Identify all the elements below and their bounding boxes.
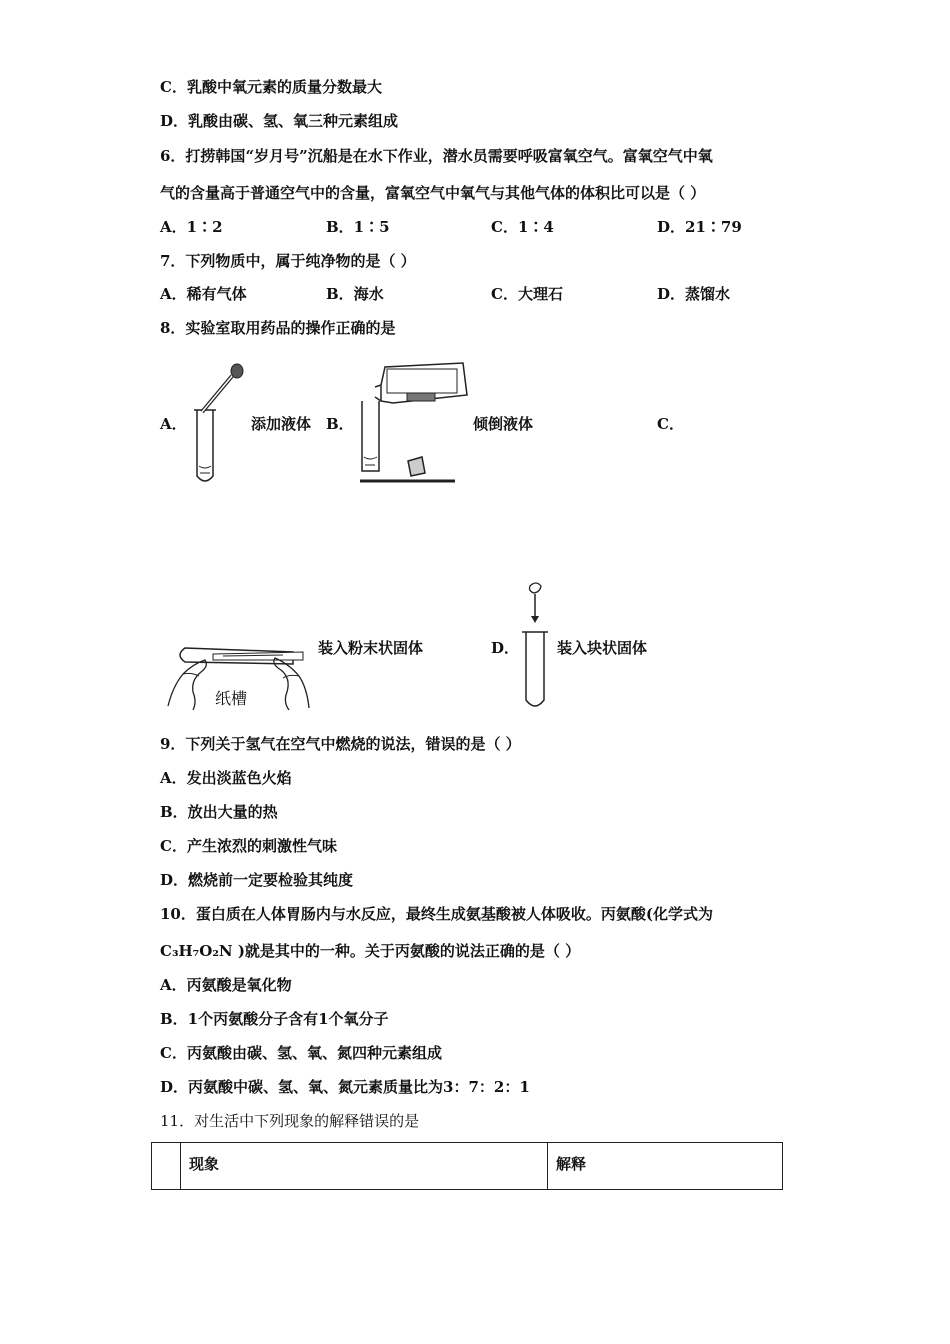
q11-stem: 11．对生活中下列现象的解释错误的是 — [160, 1112, 420, 1130]
q6-stem-line2: 气的含量高于普通空气中的含量，富氧空气中氧气与其他气体的体积比可以是（ ） — [160, 184, 706, 202]
q8-caption-d: 装入块状固体 — [557, 639, 648, 657]
q9-option-d: D．燃烧前一定要检验其纯度 — [160, 871, 354, 889]
q5-option-d: D．乳酸由碳、氢、氧三种元素组成 — [160, 112, 399, 130]
table-header-phenomenon: 现象 — [181, 1143, 548, 1190]
table-cell-blank — [152, 1143, 181, 1190]
bottle-pouring-figure — [355, 355, 470, 485]
q10-stem-line1: 10．蛋白质在人体胃肠内与水反应，最终生成氨基酸被人体吸收。丙氨酸(化学式为 — [160, 905, 713, 923]
paper-trough-label: 纸槽 — [215, 689, 248, 708]
q9-option-c: C．产生浓烈的刺激性气味 — [160, 837, 337, 855]
solid-block-into-test-tube-figure — [518, 580, 554, 712]
q8-caption-b: 倾倒液体 — [473, 415, 534, 433]
q8-caption-c: 装入粉末状固体 — [318, 639, 424, 657]
q7-option-d: D．蒸馏水 — [657, 285, 731, 303]
q8-label-b: B． — [326, 415, 354, 433]
table-header-explanation: 解释 — [548, 1143, 783, 1190]
q10-option-a: A．丙氨酸是氧化物 — [160, 976, 292, 994]
q7-option-b: B．海水 — [326, 285, 384, 303]
q6-option-c: C．1∶4 — [491, 218, 554, 236]
dropper-into-test-tube-figure — [180, 362, 250, 490]
q6-option-a: A．1∶2 — [160, 218, 223, 236]
q8-label-a: A． — [160, 415, 187, 433]
q10-option-c: C．丙氨酸由碳、氢、氧、氮四种元素组成 — [160, 1044, 442, 1062]
q8-label-d: D． — [491, 639, 520, 657]
q5-option-c: C．乳酸中氧元素的质量分数最大 — [160, 78, 382, 96]
q6-option-b: B．1∶5 — [326, 218, 390, 236]
q7-stem: 7．下列物质中，属于纯净物的是（ ） — [160, 252, 416, 270]
q11-table — [151, 1142, 783, 1190]
q7-option-c: C．大理石 — [491, 285, 563, 303]
q9-option-a: A．发出淡蓝色火焰 — [160, 769, 292, 787]
table-row — [152, 1143, 783, 1190]
q10-stem-line2: C₃H₇O₂N )就是其中的一种。关于丙氨酸的说法正确的是（ ） — [160, 942, 581, 960]
q6-stem-line1: 6．打捞韩国“岁月号”沉船是在水下作业，潜水员需要呼吸富氧空气。富氧空气中氧 — [160, 147, 713, 165]
q8-caption-a: 添加液体 — [251, 415, 312, 433]
q9-option-b: B．放出大量的热 — [160, 803, 278, 821]
q10-option-d: D．丙氨酸中碳、氢、氧、氮元素质量比为3：7：2：1 — [160, 1078, 530, 1096]
q10-option-b: B．1个丙氨酸分子含有1个氧分子 — [160, 1010, 389, 1028]
q8-stem: 8．实验室取用药品的操作正确的是 — [160, 319, 396, 337]
q6-option-d: D．21∶79 — [657, 218, 742, 236]
q8-label-c: C． — [657, 415, 684, 433]
q7-option-a: A．稀有气体 — [160, 285, 247, 303]
q9-stem: 9．下列关于氢气在空气中燃烧的说法，错误的是（ ） — [160, 735, 521, 753]
